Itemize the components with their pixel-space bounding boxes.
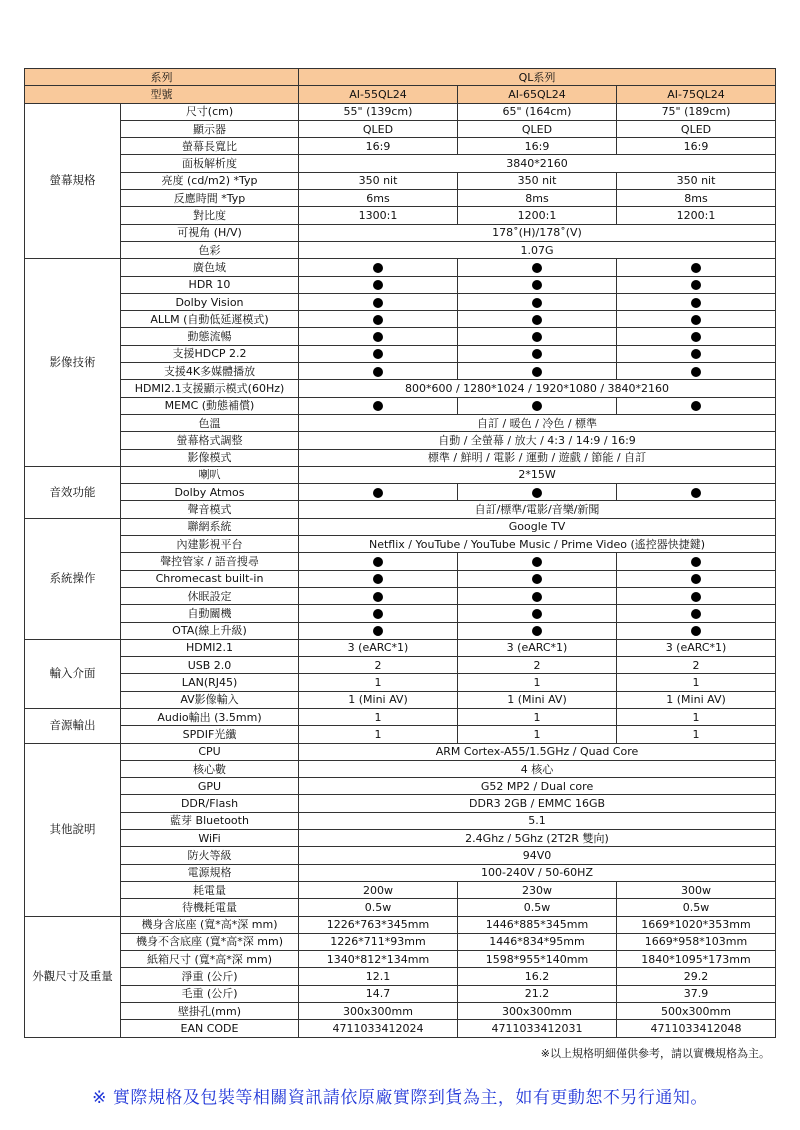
spec-row — [25, 328, 776, 345]
spec-label: 反應時間 *Typ — [121, 190, 299, 207]
spec-label: 廣色域 — [121, 259, 299, 276]
spec-value: 1 — [299, 674, 458, 691]
spec-row — [25, 657, 776, 674]
category-cell: 音效功能 — [25, 466, 121, 518]
spec-row — [25, 518, 776, 535]
supported-dot-icon — [532, 349, 542, 359]
spec-value-shared: Google TV — [299, 518, 776, 535]
spec-supported-cell — [617, 587, 776, 604]
spec-row — [25, 155, 776, 172]
spec-value: QLED — [617, 120, 776, 137]
spec-row — [25, 847, 776, 864]
spec-label: 亮度 (cd/m2) *Typ — [121, 172, 299, 189]
spec-table-body — [25, 69, 776, 1038]
spec-supported-cell — [458, 311, 617, 328]
supported-dot-icon — [532, 609, 542, 619]
spec-row — [25, 639, 776, 656]
spec-row — [25, 380, 776, 397]
spec-value: 200w — [299, 881, 458, 898]
spec-label: SPDIF光纖 — [121, 726, 299, 743]
supported-dot-icon — [532, 401, 542, 411]
supported-dot-icon — [373, 298, 383, 308]
supported-dot-icon — [373, 401, 383, 411]
spec-label: 聲控管家 / 語音搜尋 — [121, 553, 299, 570]
spec-supported-cell — [617, 397, 776, 414]
spec-supported-cell — [299, 276, 458, 293]
spec-row — [25, 933, 776, 950]
spec-supported-cell — [617, 328, 776, 345]
spec-value-shared: ARM Cortex-A55/1.5GHz / Quad Core — [299, 743, 776, 760]
header-row-series — [25, 69, 776, 86]
spec-row — [25, 968, 776, 985]
spec-label: 螢幕長寬比 — [121, 138, 299, 155]
spec-row — [25, 743, 776, 760]
spec-label: GPU — [121, 778, 299, 795]
spec-supported-cell — [299, 311, 458, 328]
spec-value: 1 (Mini AV) — [299, 691, 458, 708]
spec-value-shared: 自訂/標準/電影/音樂/新聞 — [299, 501, 776, 518]
spec-value: 350 nit — [299, 172, 458, 189]
spec-label: 毛重 (公斤) — [121, 985, 299, 1002]
spec-value: 300w — [617, 881, 776, 898]
spec-value: 3 (eARC*1) — [458, 639, 617, 656]
spec-row — [25, 674, 776, 691]
spec-label: 防火等級 — [121, 847, 299, 864]
spec-row — [25, 691, 776, 708]
spec-value: 37.9 — [617, 985, 776, 1002]
spec-supported-cell — [458, 605, 617, 622]
spec-supported-cell — [617, 259, 776, 276]
spec-value: 2 — [458, 657, 617, 674]
spec-value-shared: 2*15W — [299, 466, 776, 483]
spec-value: 6ms — [299, 190, 458, 207]
supported-dot-icon — [691, 488, 701, 498]
spec-value: 1 — [458, 674, 617, 691]
spec-supported-cell — [458, 587, 617, 604]
spec-label: 影像模式 — [121, 449, 299, 466]
spec-row — [25, 311, 776, 328]
spec-supported-cell — [617, 484, 776, 501]
category-cell: 螢幕規格 — [25, 103, 121, 259]
header-row-model — [25, 86, 776, 103]
spec-label: 自動關機 — [121, 605, 299, 622]
spec-value-shared: 100-240V / 50-60HZ — [299, 864, 776, 881]
spec-supported-cell — [458, 553, 617, 570]
spec-supported-cell — [617, 276, 776, 293]
spec-label: 內建影視平台 — [121, 536, 299, 553]
spec-supported-cell — [299, 345, 458, 362]
spec-value-shared: DDR3 2GB / EMMC 16GB — [299, 795, 776, 812]
spec-label: 電源規格 — [121, 864, 299, 881]
spec-value: 3 (eARC*1) — [299, 639, 458, 656]
spec-row — [25, 812, 776, 829]
spec-supported-cell — [617, 293, 776, 310]
spec-supported-cell — [458, 570, 617, 587]
spec-supported-cell — [299, 363, 458, 380]
supported-dot-icon — [373, 367, 383, 377]
spec-supported-cell — [617, 553, 776, 570]
supported-dot-icon — [532, 592, 542, 602]
spec-value: 1 — [617, 674, 776, 691]
spec-value: 14.7 — [299, 985, 458, 1002]
spec-row — [25, 293, 776, 310]
supported-dot-icon — [532, 574, 542, 584]
spec-value: 75" (189cm) — [617, 103, 776, 120]
spec-row — [25, 760, 776, 777]
supported-dot-icon — [532, 280, 542, 290]
spec-supported-cell — [617, 345, 776, 362]
spec-label: 喇叭 — [121, 466, 299, 483]
spec-value: 1300:1 — [299, 207, 458, 224]
spec-value: 2 — [299, 657, 458, 674]
spec-value: 1669*958*103mm — [617, 933, 776, 950]
supported-dot-icon — [691, 609, 701, 619]
spec-value: 16:9 — [617, 138, 776, 155]
spec-row — [25, 120, 776, 137]
spec-label: 色彩 — [121, 241, 299, 258]
spec-label: 耗電量 — [121, 881, 299, 898]
spec-row — [25, 207, 776, 224]
spec-label: 色溫 — [121, 414, 299, 431]
spec-row — [25, 587, 776, 604]
category-cell: 輸入介面 — [25, 639, 121, 708]
series-header-value: QL系列 — [299, 69, 776, 86]
spec-value: 65" (164cm) — [458, 103, 617, 120]
spec-row — [25, 951, 776, 968]
spec-row — [25, 172, 776, 189]
spec-label: 螢幕格式調整 — [121, 432, 299, 449]
spec-label: 機身含底座 (寬*高*深 mm) — [121, 916, 299, 933]
supported-dot-icon — [373, 592, 383, 602]
spec-value: 300x300mm — [299, 1003, 458, 1020]
spec-value: 21.2 — [458, 985, 617, 1002]
supported-dot-icon — [691, 626, 701, 636]
spec-value: 1669*1020*353mm — [617, 916, 776, 933]
spec-supported-cell — [617, 363, 776, 380]
spec-value: 1200:1 — [617, 207, 776, 224]
spec-value: 1 — [299, 708, 458, 725]
supported-dot-icon — [691, 315, 701, 325]
spec-value: 1446*885*345mm — [458, 916, 617, 933]
spec-supported-cell — [617, 622, 776, 639]
spec-value-shared: 自訂 / 暖色 / 冷色 / 標準 — [299, 414, 776, 431]
spec-supported-cell — [299, 328, 458, 345]
spec-value: 350 nit — [617, 172, 776, 189]
spec-value-shared: 1.07G — [299, 241, 776, 258]
spec-supported-cell — [299, 259, 458, 276]
spec-row — [25, 103, 776, 120]
supported-dot-icon — [532, 298, 542, 308]
footnote-small: ※以上規格明細僅供參考，請以實機規格為主。 — [540, 1047, 770, 1060]
spec-label: 顯示器 — [121, 120, 299, 137]
spec-row — [25, 536, 776, 553]
series-header-label: 系列 — [25, 69, 299, 86]
spec-supported-cell — [458, 328, 617, 345]
spec-supported-cell — [299, 622, 458, 639]
spec-value: 300x300mm — [458, 1003, 617, 1020]
spec-label: 支援HDCP 2.2 — [121, 345, 299, 362]
spec-label: 機身不含底座 (寬*高*深 mm) — [121, 933, 299, 950]
spec-value: 3 (eARC*1) — [617, 639, 776, 656]
spec-value: 230w — [458, 881, 617, 898]
spec-value: 8ms — [458, 190, 617, 207]
supported-dot-icon — [532, 626, 542, 636]
spec-row — [25, 881, 776, 898]
spec-supported-cell — [458, 345, 617, 362]
supported-dot-icon — [691, 298, 701, 308]
spec-value-shared: 2.4Ghz / 5Ghz (2T2R 雙向) — [299, 830, 776, 847]
spec-label: WiFi — [121, 830, 299, 847]
spec-value: 8ms — [617, 190, 776, 207]
spec-value-shared: 800*600 / 1280*1024 / 1920*1080 / 3840*2160 — [299, 380, 776, 397]
spec-value: 350 nit — [458, 172, 617, 189]
supported-dot-icon — [691, 349, 701, 359]
spec-supported-cell — [299, 484, 458, 501]
spec-row — [25, 899, 776, 916]
spec-value: 29.2 — [617, 968, 776, 985]
category-cell: 系統操作 — [25, 518, 121, 639]
spec-value: 2 — [617, 657, 776, 674]
spec-row — [25, 276, 776, 293]
spec-row — [25, 795, 776, 812]
spec-row — [25, 864, 776, 881]
spec-value-shared: 4 核心 — [299, 760, 776, 777]
supported-dot-icon — [691, 263, 701, 273]
supported-dot-icon — [532, 332, 542, 342]
spec-supported-cell — [299, 293, 458, 310]
spec-supported-cell — [458, 259, 617, 276]
supported-dot-icon — [373, 315, 383, 325]
supported-dot-icon — [373, 488, 383, 498]
supported-dot-icon — [373, 626, 383, 636]
spec-label: EAN CODE — [121, 1020, 299, 1037]
spec-value-shared: 3840*2160 — [299, 155, 776, 172]
spec-row — [25, 605, 776, 622]
spec-row — [25, 570, 776, 587]
spec-value-shared: 5.1 — [299, 812, 776, 829]
spec-label: Chromecast built-in — [121, 570, 299, 587]
supported-dot-icon — [373, 574, 383, 584]
spec-supported-cell — [299, 397, 458, 414]
spec-row — [25, 726, 776, 743]
spec-value: 1 (Mini AV) — [458, 691, 617, 708]
spec-value: 0.5w — [458, 899, 617, 916]
model-header-label: 型號 — [25, 86, 299, 103]
spec-label: 核心數 — [121, 760, 299, 777]
spec-label: 淨重 (公斤) — [121, 968, 299, 985]
supported-dot-icon — [532, 315, 542, 325]
supported-dot-icon — [691, 592, 701, 602]
spec-row — [25, 916, 776, 933]
spec-label: 動態流暢 — [121, 328, 299, 345]
spec-value: 16.2 — [458, 968, 617, 985]
supported-dot-icon — [691, 574, 701, 584]
spec-row — [25, 138, 776, 155]
supported-dot-icon — [532, 557, 542, 567]
spec-value: 55" (139cm) — [299, 103, 458, 120]
spec-supported-cell — [458, 293, 617, 310]
spec-row — [25, 1020, 776, 1037]
spec-row — [25, 397, 776, 414]
model-name: AI-55QL24 — [299, 86, 458, 103]
spec-value: 4711033412024 — [299, 1020, 458, 1037]
spec-row — [25, 708, 776, 725]
spec-value-shared: Netflix / YouTube / YouTube Music / Prime Video (遙控器快捷鍵) — [299, 536, 776, 553]
spec-value: 0.5w — [617, 899, 776, 916]
spec-value-shared: 標準 / 鮮明 / 電影 / 運動 / 遊戲 / 節能 / 自訂 — [299, 449, 776, 466]
spec-supported-cell — [617, 311, 776, 328]
spec-row — [25, 345, 776, 362]
supported-dot-icon — [373, 263, 383, 273]
spec-supported-cell — [458, 276, 617, 293]
spec-value: 1200:1 — [458, 207, 617, 224]
spec-label: HDMI2.1支援顯示模式(60Hz) — [121, 380, 299, 397]
spec-supported-cell — [458, 397, 617, 414]
spec-row — [25, 241, 776, 258]
spec-row — [25, 484, 776, 501]
supported-dot-icon — [532, 488, 542, 498]
spec-value: 500x300mm — [617, 1003, 776, 1020]
spec-label: 紙箱尺寸 (寬*高*深 mm) — [121, 951, 299, 968]
spec-label: HDMI2.1 — [121, 639, 299, 656]
spec-label: 聲音模式 — [121, 501, 299, 518]
spec-value: 1 — [458, 708, 617, 725]
model-name: AI-65QL24 — [458, 86, 617, 103]
spec-label: 藍芽 Bluetooth — [121, 812, 299, 829]
spec-value: 1 — [458, 726, 617, 743]
spec-value: 16:9 — [458, 138, 617, 155]
spec-row — [25, 622, 776, 639]
supported-dot-icon — [373, 349, 383, 359]
spec-row — [25, 432, 776, 449]
supported-dot-icon — [691, 332, 701, 342]
spec-value-shared: G52 MP2 / Dual core — [299, 778, 776, 795]
spec-value: 1 (Mini AV) — [617, 691, 776, 708]
spec-value: 1 — [617, 726, 776, 743]
spec-supported-cell — [617, 605, 776, 622]
spec-label: AV影像輸入 — [121, 691, 299, 708]
spec-supported-cell — [458, 363, 617, 380]
spec-label: 面板解析度 — [121, 155, 299, 172]
supported-dot-icon — [691, 401, 701, 411]
spec-supported-cell — [617, 570, 776, 587]
spec-row — [25, 449, 776, 466]
spec-row — [25, 1003, 776, 1020]
spec-label: USB 2.0 — [121, 657, 299, 674]
spec-table — [24, 68, 776, 1038]
spec-value: 1840*1095*173mm — [617, 951, 776, 968]
spec-row — [25, 363, 776, 380]
supported-dot-icon — [691, 280, 701, 290]
spec-value: QLED — [299, 120, 458, 137]
spec-label: 休眠設定 — [121, 587, 299, 604]
supported-dot-icon — [532, 367, 542, 377]
spec-value: 1226*763*345mm — [299, 916, 458, 933]
supported-dot-icon — [691, 557, 701, 567]
spec-label: 支援4K多媒體播放 — [121, 363, 299, 380]
spec-value: 1226*711*93mm — [299, 933, 458, 950]
model-name: AI-75QL24 — [617, 86, 776, 103]
category-cell: 音源輸出 — [25, 708, 121, 743]
spec-row — [25, 466, 776, 483]
spec-label: MEMC (動態補償) — [121, 397, 299, 414]
spec-value: 4711033412031 — [458, 1020, 617, 1037]
spec-row — [25, 553, 776, 570]
supported-dot-icon — [373, 280, 383, 290]
spec-label: Dolby Atmos — [121, 484, 299, 501]
spec-label: CPU — [121, 743, 299, 760]
spec-value: 1 — [299, 726, 458, 743]
spec-row — [25, 224, 776, 241]
spec-label: ALLM (自動低延遲模式) — [121, 311, 299, 328]
spec-value: 12.1 — [299, 968, 458, 985]
spec-value-shared: 178˚(H)/178˚(V) — [299, 224, 776, 241]
spec-value: 4711033412048 — [617, 1020, 776, 1037]
supported-dot-icon — [532, 263, 542, 273]
supported-dot-icon — [691, 367, 701, 377]
spec-value-shared: 自動 / 全螢幕 / 放大 / 4:3 / 14:9 / 16:9 — [299, 432, 776, 449]
spec-label: Audio輸出 (3.5mm) — [121, 708, 299, 725]
supported-dot-icon — [373, 557, 383, 567]
spec-row — [25, 778, 776, 795]
spec-label: 可視角 (H/V) — [121, 224, 299, 241]
spec-label: 待機耗電量 — [121, 899, 299, 916]
spec-value: 1340*812*134mm — [299, 951, 458, 968]
spec-value: 1598*955*140mm — [458, 951, 617, 968]
spec-supported-cell — [299, 570, 458, 587]
spec-supported-cell — [299, 605, 458, 622]
spec-value: 1446*834*95mm — [458, 933, 617, 950]
spec-label: Dolby Vision — [121, 293, 299, 310]
spec-value: 0.5w — [299, 899, 458, 916]
spec-label: 壁掛孔(mm) — [121, 1003, 299, 1020]
spec-supported-cell — [458, 622, 617, 639]
spec-row — [25, 259, 776, 276]
spec-label: LAN(RJ45) — [121, 674, 299, 691]
spec-label: OTA(線上升級) — [121, 622, 299, 639]
category-cell: 影像技術 — [25, 259, 121, 467]
spec-value: QLED — [458, 120, 617, 137]
supported-dot-icon — [373, 332, 383, 342]
footnote-disclaimer: ※ 實際規格及包裝等相關資訊請依原廠實際到貨為主，如有更動恕不另行通知。 — [92, 1088, 708, 1108]
spec-row — [25, 985, 776, 1002]
spec-supported-cell — [299, 587, 458, 604]
supported-dot-icon — [373, 609, 383, 619]
spec-row — [25, 501, 776, 518]
spec-label: 尺寸(cm) — [121, 103, 299, 120]
spec-value: 1 — [617, 708, 776, 725]
category-cell: 外觀尺寸及重量 — [25, 916, 121, 1037]
spec-value: 16:9 — [299, 138, 458, 155]
spec-supported-cell — [299, 553, 458, 570]
spec-label: 聯網系統 — [121, 518, 299, 535]
spec-label: DDR/Flash — [121, 795, 299, 812]
spec-label: 對比度 — [121, 207, 299, 224]
category-cell: 其他說明 — [25, 743, 121, 916]
spec-row — [25, 190, 776, 207]
spec-supported-cell — [458, 484, 617, 501]
spec-value-shared: 94V0 — [299, 847, 776, 864]
spec-row — [25, 830, 776, 847]
spec-label: HDR 10 — [121, 276, 299, 293]
spec-row — [25, 414, 776, 431]
